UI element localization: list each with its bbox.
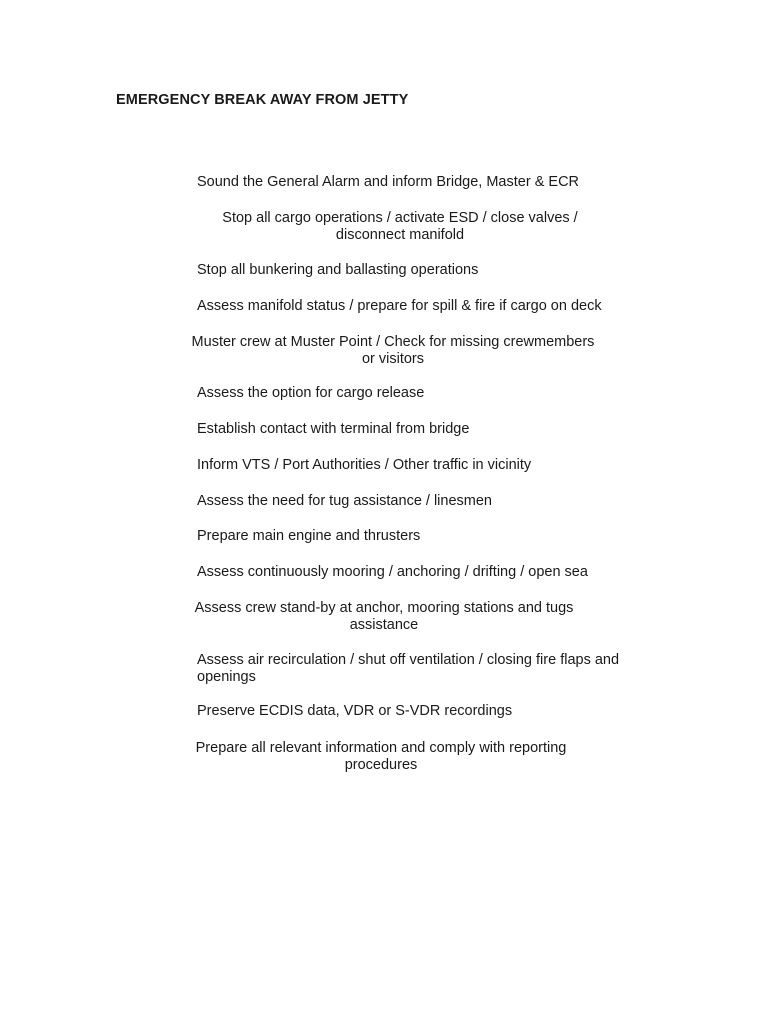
checklist-item-text: Prepare main engine and thrusters: [197, 528, 421, 544]
checklist-item: [197, 262, 478, 279]
checklist-item-text: Assess continuously mooring / anchoring / drifting / open sea: [197, 564, 588, 580]
checklist-item: [184, 600, 584, 633]
checklist-item-text: Stop all bunkering and ballasting operations: [197, 262, 479, 278]
checklist-item-text: openings: [197, 668, 256, 685]
checklist-item-text: Muster crew at Muster Point / Check for missing crewmembers: [191, 334, 595, 350]
checklist-item-text: or visitors: [361, 350, 425, 367]
checklist-item-text: Stop all cargo operations / activate ESD / close valves /: [222, 210, 578, 226]
checklist-item-text: Preserve ECDIS data, VDR or S-VDR recordings: [197, 703, 513, 719]
checklist-item: [181, 740, 581, 773]
checklist-item: [197, 564, 588, 581]
checklist-item: [197, 703, 512, 720]
checklist-item-text: Assess the need for tug assistance / linesmen: [197, 493, 492, 509]
checklist-item: [200, 210, 600, 243]
checklist-item-text: Assess air recirculation / shut off ventilation / closing fire flaps and: [197, 652, 620, 668]
checklist-item-text: Establish contact with terminal from bridge: [197, 421, 470, 437]
document-title: EMERGENCY BREAK AWAY FROM JETTY: [116, 92, 409, 108]
checklist-item: [197, 385, 424, 402]
checklist-item-text: Assess the option for cargo release: [197, 385, 425, 401]
checklist-item: [197, 421, 469, 438]
checklist-item-text: Assess manifold status / prepare for spill & fire if cargo on deck: [197, 298, 602, 314]
checklist-item: [197, 652, 619, 685]
checklist-item: [197, 298, 602, 315]
checklist-item: [197, 174, 579, 191]
checklist-item-text: assistance: [349, 616, 419, 633]
checklist-item-text: Prepare all relevant information and comply with reporting: [195, 740, 567, 756]
checklist-item: [197, 457, 531, 474]
checklist-item-text: Inform VTS / Port Authorities / Other traffic in vicinity: [197, 457, 532, 473]
checklist-item-text: Assess crew stand-by at anchor, mooring stations and tugs: [194, 600, 574, 616]
checklist-item: [197, 493, 492, 510]
checklist-item: [183, 334, 603, 367]
checklist-item: [197, 528, 420, 545]
checklist-item-text: Sound the General Alarm and inform Bridge, Master & ECR: [197, 174, 580, 190]
checklist-item-text: procedures: [344, 756, 418, 773]
checklist-item-text: disconnect manifold: [335, 226, 465, 243]
